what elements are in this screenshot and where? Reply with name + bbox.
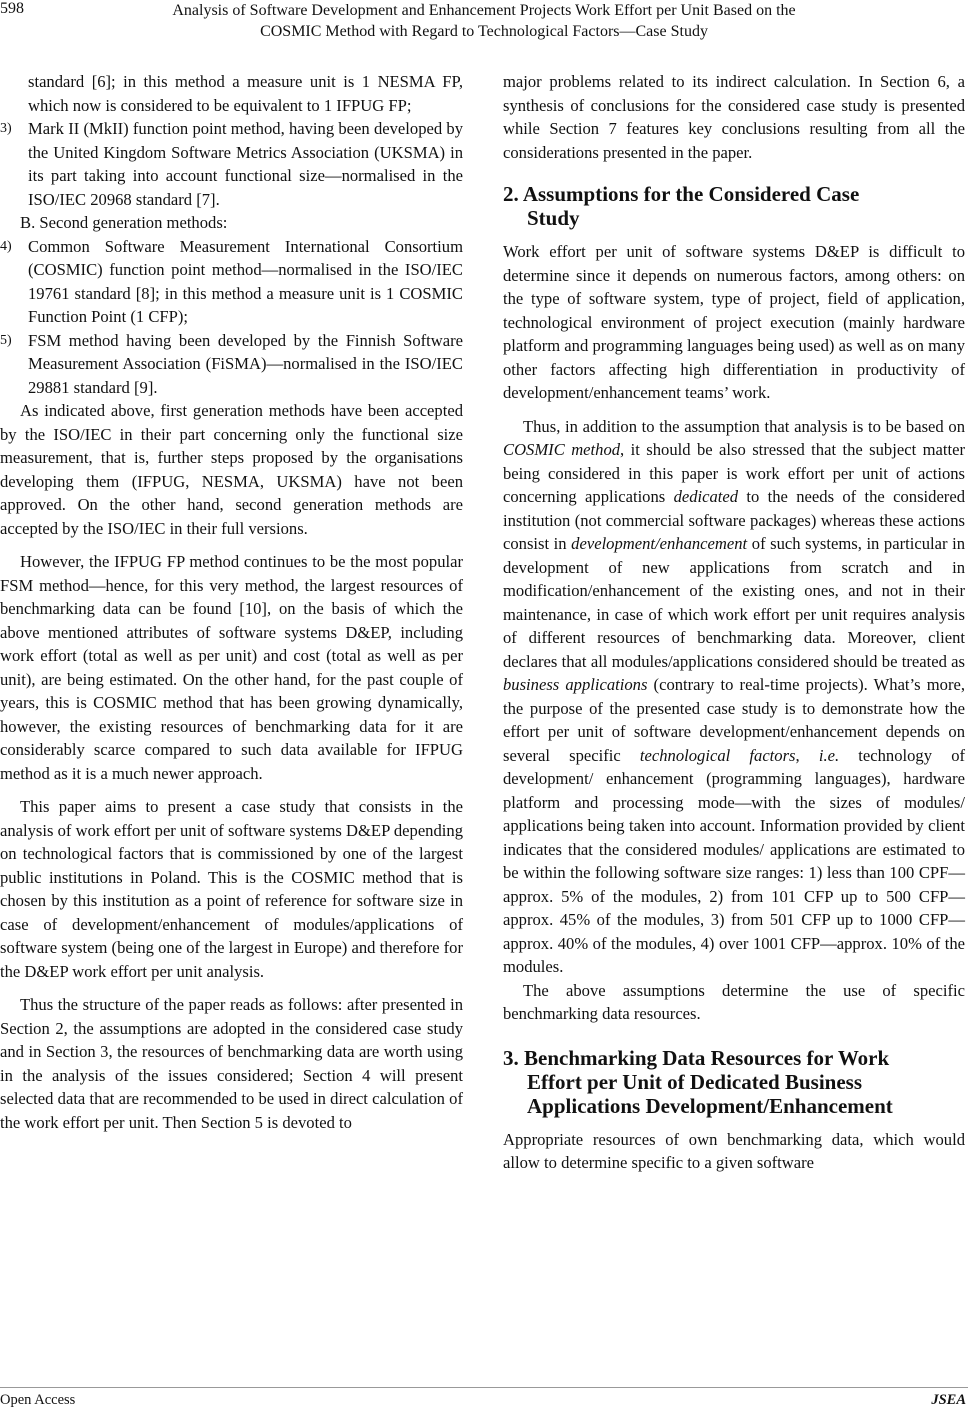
- running-title-line1: Analysis of Software Development and Enhancement Projects Work Effort per Unit Based on the: [172, 2, 796, 19]
- emphasis: i.e.: [818, 745, 840, 765]
- list-item-5: [0, 329, 463, 400]
- text-run: ,: [795, 745, 819, 765]
- running-title-line2: COSMIC Method with Regard to Technological Factors—Case Study: [260, 23, 708, 40]
- paragraph: However, the IFPUG FP method continues to be the most popular FSM method—hence, for this very method, the largest resources of benchmarking data can be found [10], on the basis of which the above mentioned attributes of software systems D&EP, including work effort (total as well as per unit) and cost (total as well as per unit), are being estimated. On the other hand, for the past couple of years, this is COSMIC method that has been growing dynamically, however, the existing resources of benchmarking data for it are considerably scarce compared to such data available for IFPUG method as it is a much newer approach.: [0, 552, 463, 783]
- list-item-3: [0, 117, 463, 211]
- section-heading-line: Study: [527, 206, 580, 230]
- section-heading-3: [503, 1046, 965, 1118]
- paragraph: This paper aims to present a case study that consists in the analysis of work effort per unit of software systems D&EP depending on technological factors that is commissioned by one of the largest public institutions in Poland. This is the COSMIC method that is chosen by this institution as a point of reference for software size in case of development/enhancement of modules/applications of software system (being one of the largest in Europe) and therefore for the D&EP work effort per unit analysis.: [0, 797, 463, 981]
- text-run: technology of development/ enhancement (programming languages), hardware platform and processing mode—with the sizes of modules/ applications being taken into account. Information provided by client indicates that the considered modules/ applications are estimated to be within the following software size ranges: 1) less than 100 CPF—approx. 5% of the modules, 2) from 101 CFP up to 500 CFP—approx. 45% of the modules, 3) from 501 CFP up to 1000 CFP—approx. 40% of the modules, 4) over 1001 CFP—approx. 10% of the modules.: [503, 745, 966, 976]
- footer-rule: [0, 1387, 968, 1388]
- paragraph: [503, 415, 965, 979]
- running-title: [0, 0, 968, 42]
- section-heading-line: Effort per Unit of Dedicated Business: [527, 1069, 863, 1094]
- right-column: [503, 70, 965, 1175]
- list-number: 4): [0, 238, 12, 254]
- text-run: Thus, in addition to the assumption that analysis is to be based on: [523, 416, 965, 436]
- text-run: of such systems, in particular in development of new applications from scratch and in modification/enhancement of the existing ones, and not in their maintenance, in case of which work effort per unit requires analysis of different resources of benchmarking data. Moreover, client declares that all modules/applications considered should be treated as: [503, 534, 965, 671]
- list-item-text: FSM method having been developed by the Finnish Software Measurement Association (FiSMA)—normalised in the ISO/IEC 29881 standard [9].: [28, 330, 463, 397]
- list-item-text: Mark II (MkII) function point method, having been developed by the United Kingdom Software Metrics Association (UKSMA) in its part taking into account functional size—normalised in the ISO/IEC 20968 standard [7].: [28, 119, 463, 209]
- section-heading-line: 2. Assumptions for the Considered Case: [503, 182, 860, 206]
- paragraph: Thus the structure of the paper reads as follows: after presented in Section 2, the assumptions are adopted in the considered case study and in Section 3, the resources of benchmarking data are worth using in the analysis of the issues considered; Section 4 will present selected data that are recommended to be used in direct calculation of the work effort per unit. Then Section 5 is devoted to: [0, 995, 463, 1132]
- list-number: 3): [0, 121, 12, 136]
- journal-abbrev: JSEA: [931, 1392, 966, 1408]
- paragraph: standard [6]; in this method a measure unit is 1 NESMA FP, which now is considered to be equivalent to 1 IFPUG FP;: [28, 72, 463, 115]
- section-heading-line: 3. Benchmarking Data Resources for Work: [503, 1045, 890, 1070]
- text-run: (contrary to real-time projects). What’s more, the purpose of the presented case study is to demonstrate how the effort per unit of software development/enhancement depends on several specific: [503, 675, 965, 765]
- emphasis: COSMIC method: [503, 440, 621, 459]
- text-run: to the needs of the considered institution (not commercial software packages) whereas these actions consist in: [503, 487, 965, 553]
- text-run: , it should be also stressed that the subject matter being considered in this paper is work effort per unit of actions concerning applications: [503, 440, 965, 506]
- paragraph: As indicated above, first generation methods have been accepted by the ISO/IEC in their part concerning only the functional size measurement, that is, further steps proposed by the organisations developing them (IFPUG, NESMA, UKSMA) have not been approved. On the other hand, second generation methods are accepted by the ISO/IEC in their full versions.: [0, 401, 463, 538]
- emphasis: business applications: [503, 675, 648, 694]
- section-heading-line: Applications Development/Enhancement: [527, 1093, 893, 1118]
- running-header: [0, 0, 968, 46]
- paragraph: Work effort per unit of software systems D&EP is difficult to determine since it depends on numerous factors, among others: on the type of software system, type of project, field of application, technological environment of project execution (mainly hardware platform and programming languages being used) as well as on many other factors affecting high differentiation in productivity of development/enhancement teams’ work.: [503, 242, 965, 402]
- emphasis: dedicated: [673, 487, 739, 506]
- subheading-second-generation: B. Second generation methods:: [20, 213, 228, 232]
- paragraph: The above assumptions determine the use of specific benchmarking data resources.: [503, 980, 965, 1023]
- list-item-text: Common Software Measurement International Consortium (COSMIC) function point method—normalised in the ISO/IEC 19761 standard [8]; in this method a measure unit is 1 COSMIC Function Point (1 CFP);: [28, 236, 463, 326]
- emphasis: technological factors: [639, 745, 796, 765]
- paragraph: Appropriate resources of own benchmarking data, which would allow to determine specific to a given software: [503, 1129, 965, 1172]
- list-item-4: [0, 235, 463, 329]
- list-number: 5): [0, 332, 12, 348]
- left-column: [0, 70, 463, 1134]
- emphasis: development/enhancement: [571, 534, 748, 553]
- page-number: 598: [0, 0, 24, 17]
- section-heading-2: [503, 182, 965, 230]
- paragraph: major problems related to its indirect calculation. In Section 6, a synthesis of conclusions for the considered case study is presented while Section 7 features key conclusions resulting from all the considerations presented in the paper.: [503, 72, 965, 162]
- open-access-label: Open Access: [0, 1392, 76, 1408]
